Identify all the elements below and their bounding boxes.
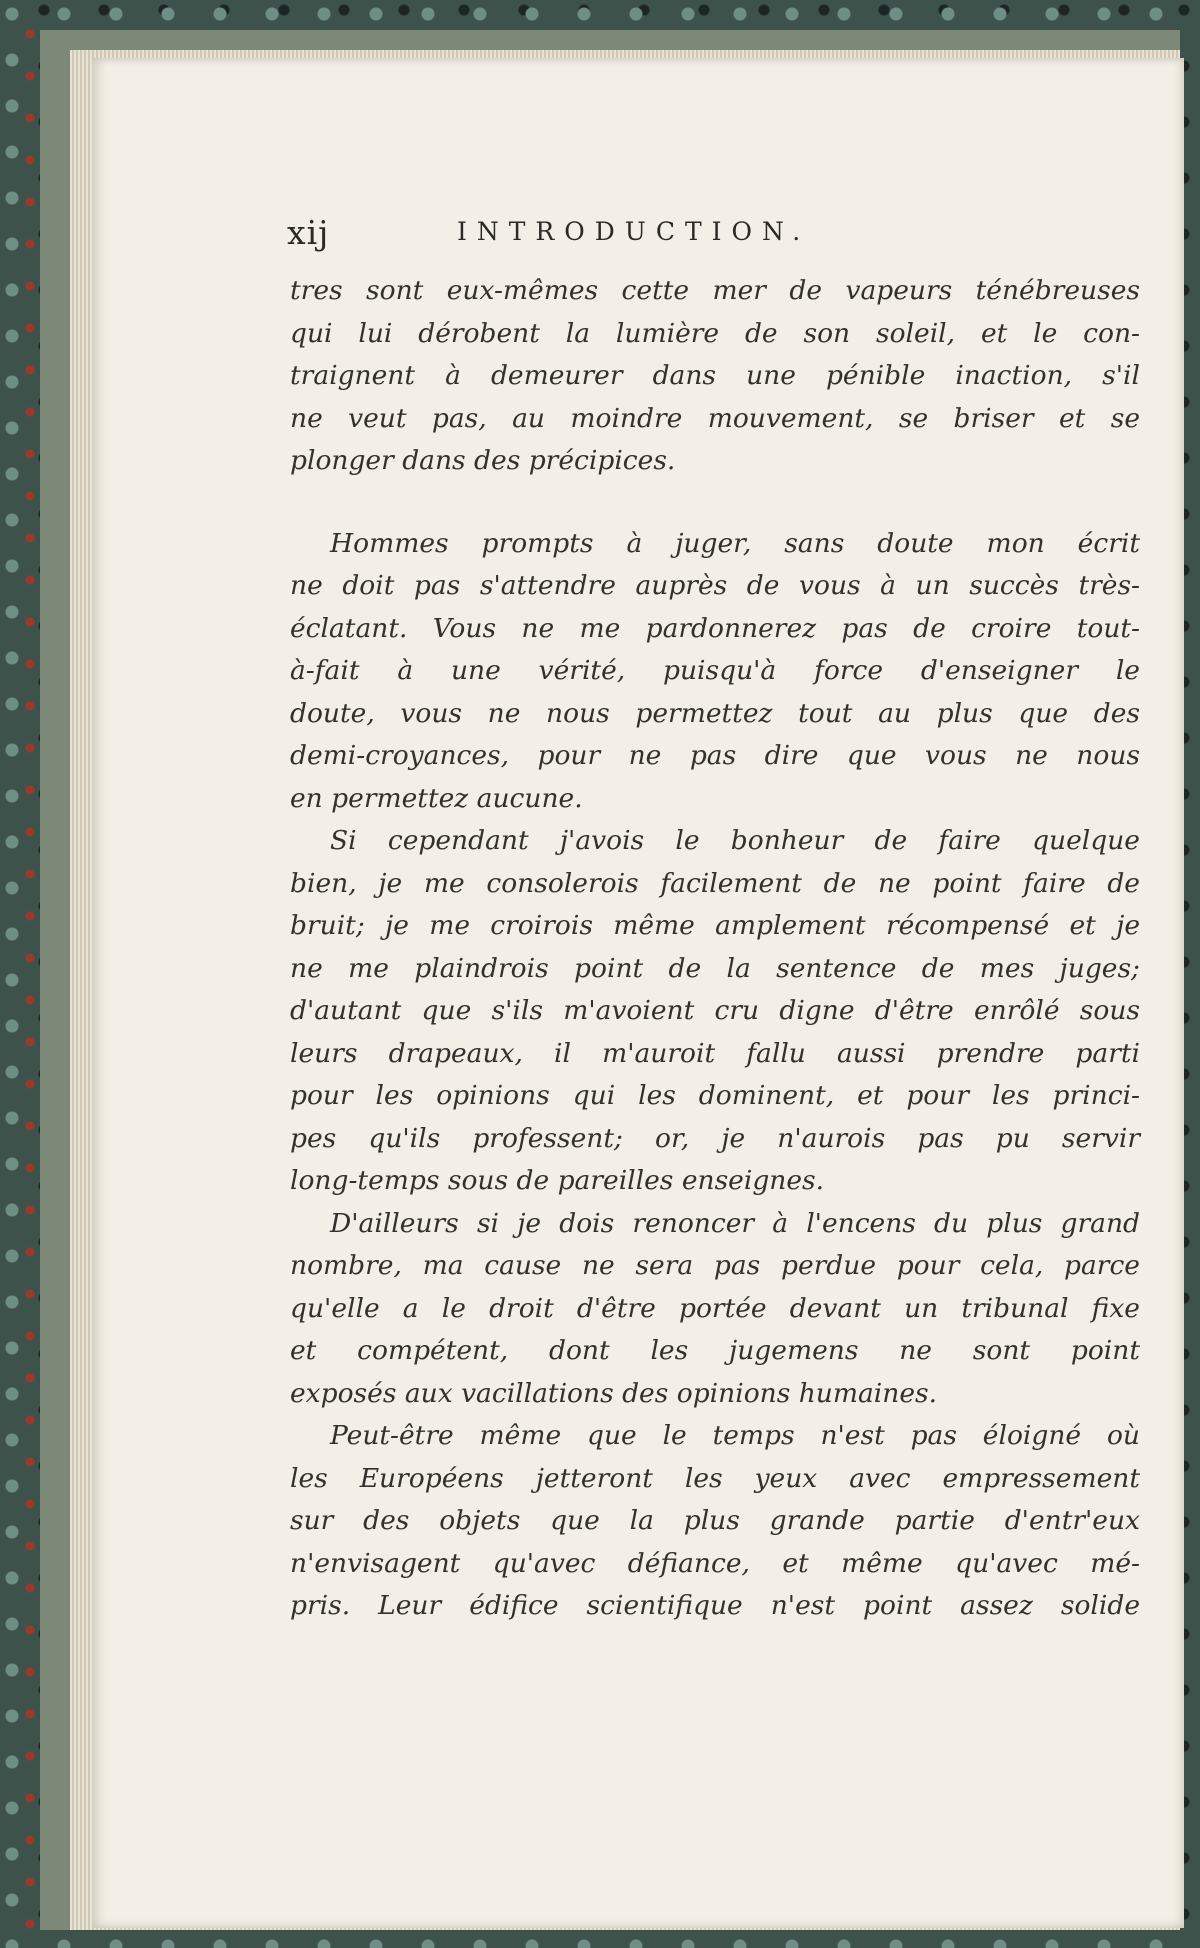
text-line: ne veut pas, au moindre mouvement, se briser et se: [290, 402, 1140, 434]
text-line: bruit; je me croirois même amplement récompensé et je: [290, 910, 1140, 941]
text-line: n'envisagent qu'avec défiance, et même qu'avec mé-: [290, 1547, 1140, 1579]
text-line: pour les opinions qui les dominent, et pour les princi-: [290, 1080, 1140, 1111]
text-line: ne doit pas s'attendre auprès de vous à un succès très-: [290, 570, 1140, 601]
text-line: et compétent, dont les jugemens ne sont point: [290, 1335, 1140, 1366]
text-line: demi-croyances, pour ne pas dire que vous ne nous: [290, 740, 1140, 771]
text-line: pris. Leur édifice scientifique n'est point assez solide: [290, 1590, 1140, 1621]
paragraph: [290, 523, 1140, 821]
book-page: [92, 58, 1184, 1928]
text-line: nombre, ma cause ne sera pas perdue pour cela, parce: [290, 1250, 1140, 1281]
text-line: Peut-être même que le temps n'est pas éloigné où: [330, 1420, 1140, 1451]
text-line: d'autant que s'ils m'avoient cru digne d'être enrôlé sous: [290, 995, 1140, 1026]
running-title: INTRODUCTION.: [457, 217, 811, 246]
text-line: Hommes prompts à juger, sans doute mon écrit: [330, 527, 1140, 559]
text-line: ne me plaindrois point de la sentence de mes juges;: [290, 952, 1140, 984]
text-line: exposés aux vacillations des opinions humaines.: [290, 1377, 938, 1409]
text-line: traignent à demeurer dans une pénible inaction, s'il: [290, 360, 1140, 391]
folio-number: xij: [287, 213, 330, 252]
text-line: pes qu'ils professent; or, je n'aurois pas pu servir: [290, 1122, 1140, 1154]
text-line: plonger dans des précipices.: [290, 445, 676, 476]
text-line: D'ailleurs si je dois renoncer à l'encens du plus grand: [330, 1207, 1140, 1239]
paragraph: [290, 1415, 1140, 1628]
text-line: bien, je me consolerois facilement de ne point faire de: [290, 867, 1140, 899]
text-line: éclatant. Vous ne me pardonnerez pas de croire tout-: [290, 612, 1140, 644]
text-line: sur des objets que la plus grande partie d'entr'eux: [290, 1505, 1140, 1536]
paragraph: [290, 1203, 1140, 1416]
paragraph: [290, 820, 1140, 1203]
text-line: qu'elle a le droit d'être portée devant un tribunal fixe: [290, 1292, 1140, 1324]
paragraph-gap: [290, 483, 1140, 523]
text-line: en permettez aucune.: [290, 782, 583, 814]
text-line: doute, vous ne nous permettez tout au plus que des: [290, 697, 1140, 729]
paragraph: [290, 270, 1140, 483]
body-text: [290, 270, 1140, 1628]
page-header: [92, 213, 1184, 273]
text-line: à-fait à une vérité, puisqu'à force d'enseigner le: [290, 655, 1140, 686]
text-line: les Européens jetteront les yeux avec empressement: [290, 1462, 1140, 1494]
text-line: leurs drapeaux, il m'auroit fallu aussi prendre parti: [290, 1037, 1140, 1069]
text-line: tres sont eux-mêmes cette mer de vapeurs ténébreuses: [290, 275, 1140, 306]
text-line: Si cependant j'avois le bonheur de faire quelque: [330, 825, 1140, 856]
text-line: qui lui dérobent la lumière de son soleil, et le con-: [290, 317, 1140, 349]
text-line: long-temps sous de pareilles enseignes.: [290, 1165, 825, 1196]
